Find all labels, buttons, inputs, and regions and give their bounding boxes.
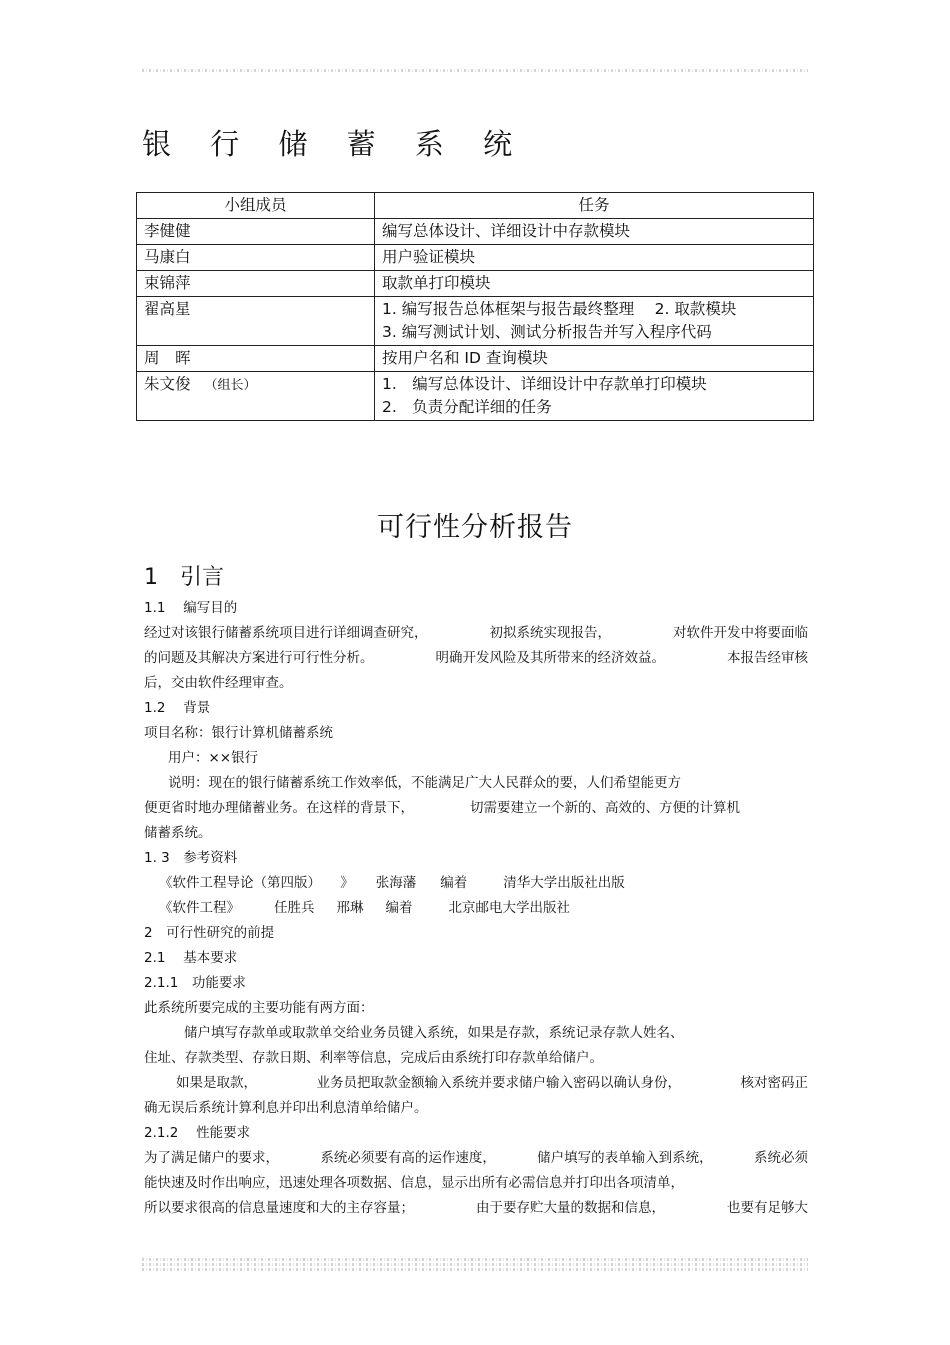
section-heading-2: 2 可行性研究的前提 <box>144 925 275 941</box>
paragraph-line: 能快速及时作出响应，迅速处理各项数据、信息，显示出所有必需信息并打印出各项清单， <box>144 1175 684 1191</box>
paragraph-line: 项目名称：银行计算机储蓄系统 <box>144 725 333 741</box>
table-row <box>137 271 814 297</box>
table-row <box>137 297 814 346</box>
leader-note: （组长） <box>204 378 257 393</box>
footer-noise-line <box>142 1263 808 1266</box>
table-row <box>137 219 814 245</box>
subsection-heading: 2.1 基本要求 <box>144 950 238 966</box>
paragraph-line: 后，交由软件经理审查。 <box>144 675 293 691</box>
section-heading: 1 引言 <box>144 565 225 590</box>
header-members: 小组成员 <box>137 193 375 219</box>
member-task: 1. 编写报告总体框架与报告最终整理 2. 取款模块 3. 编写测试计划、测试分析报告并写入程序代码 <box>375 297 814 346</box>
subsection-heading: 2.1.2 性能要求 <box>144 1125 251 1141</box>
paragraph-line: 用户：××银行 <box>168 750 259 766</box>
reference-item: 《软件工程导论（第四版） 》 张海藩 编着 清华大学出版社出版 <box>159 875 625 891</box>
member-task: 编写总体设计、详细设计中存款模块 <box>375 219 814 245</box>
paragraph-line: 所以要求很高的信息量速度和大的主存容量； 由于要存贮大量的数据和信息， 也要有足够大 <box>144 1200 808 1216</box>
member-task: 取款单打印模块 <box>375 271 814 297</box>
paragraph-line: 的问题及其解决方案进行可行性分析。 明确开发风险及其所带来的经济效益。 本报告经审核 <box>144 650 808 666</box>
table-row <box>137 245 814 271</box>
document-title: 银 行 储 蓄 系 统 <box>142 127 528 161</box>
paragraph-line: 便更省时地办理储蓄业务。在这样的背景下， 切需要建立一个新的、高效的、方便的计算机 <box>144 800 740 816</box>
header-noise-line <box>142 69 808 72</box>
member-name: 朱文俊 （组长） <box>137 372 375 421</box>
subsection-heading: 1.1 编写目的 <box>144 600 238 616</box>
subsection-heading: 1.2 背景 <box>144 700 211 716</box>
report-body <box>144 596 808 1221</box>
table-row <box>137 372 814 421</box>
subsection-heading: 1. 3 参考资料 <box>144 850 238 866</box>
member-name: 李健健 <box>137 219 375 245</box>
subsection-heading: 2.1.1 功能要求 <box>144 975 246 991</box>
report-title: 可行性分析报告 <box>377 512 573 543</box>
member-name: 周 晖 <box>137 346 375 372</box>
member-name: 马康白 <box>137 245 375 271</box>
footer-noise-line <box>142 1268 808 1271</box>
table-header-row <box>137 193 814 219</box>
paragraph-line: 住址、存款类型、存款日期、利率等信息，完成后由系统打印存款单给储户。 <box>144 1050 603 1066</box>
header-tasks: 任务 <box>375 193 814 219</box>
paragraph-line: 经过对该银行储蓄系统项目进行详细调查研究， 初拟系统实现报告， 对软件开发中将要面临 <box>144 625 808 641</box>
paragraph-line: 确无误后系统计算利息并印出利息清单给储户。 <box>144 1100 428 1116</box>
reference-item: 《软件工程》 任胜兵 邢琳 编着 北京邮电大学出版社 <box>159 900 570 916</box>
member-task: 按用户名和 ID 查询模块 <box>375 346 814 372</box>
members-table <box>136 192 814 421</box>
paragraph-line: 为了满足储户的要求， 系统必须要有高的运作速度， 储户填写的表单输入到系统， 系统必须 <box>144 1150 808 1166</box>
paragraph-line: 此系统所要完成的主要功能有两方面： <box>144 1000 374 1016</box>
paragraph-line: 储蓄系统。 <box>144 825 212 841</box>
paragraph-line: 储户填写存款单或取款单交给业务员键入系统，如果是存款，系统记录存款人姓名、 <box>184 1025 684 1041</box>
table-row <box>137 346 814 372</box>
paragraph-line: 如果是取款， 业务员把取款金额输入系统并要求储户输入密码以确认身份， 核对密码正 <box>176 1075 808 1091</box>
footer-noise-line <box>142 1258 808 1261</box>
member-task: 用户验证模块 <box>375 245 814 271</box>
member-name: 束锦萍 <box>137 271 375 297</box>
member-name: 翟高星 <box>137 297 375 346</box>
member-task: 1. 编写总体设计、详细设计中存款单打印模块 2. 负责分配详细的任务 <box>375 372 814 421</box>
paragraph-line: 说明：现在的银行储蓄系统工作效率低，不能满足广大人民群众的要，人们希望能更方 <box>168 775 681 791</box>
